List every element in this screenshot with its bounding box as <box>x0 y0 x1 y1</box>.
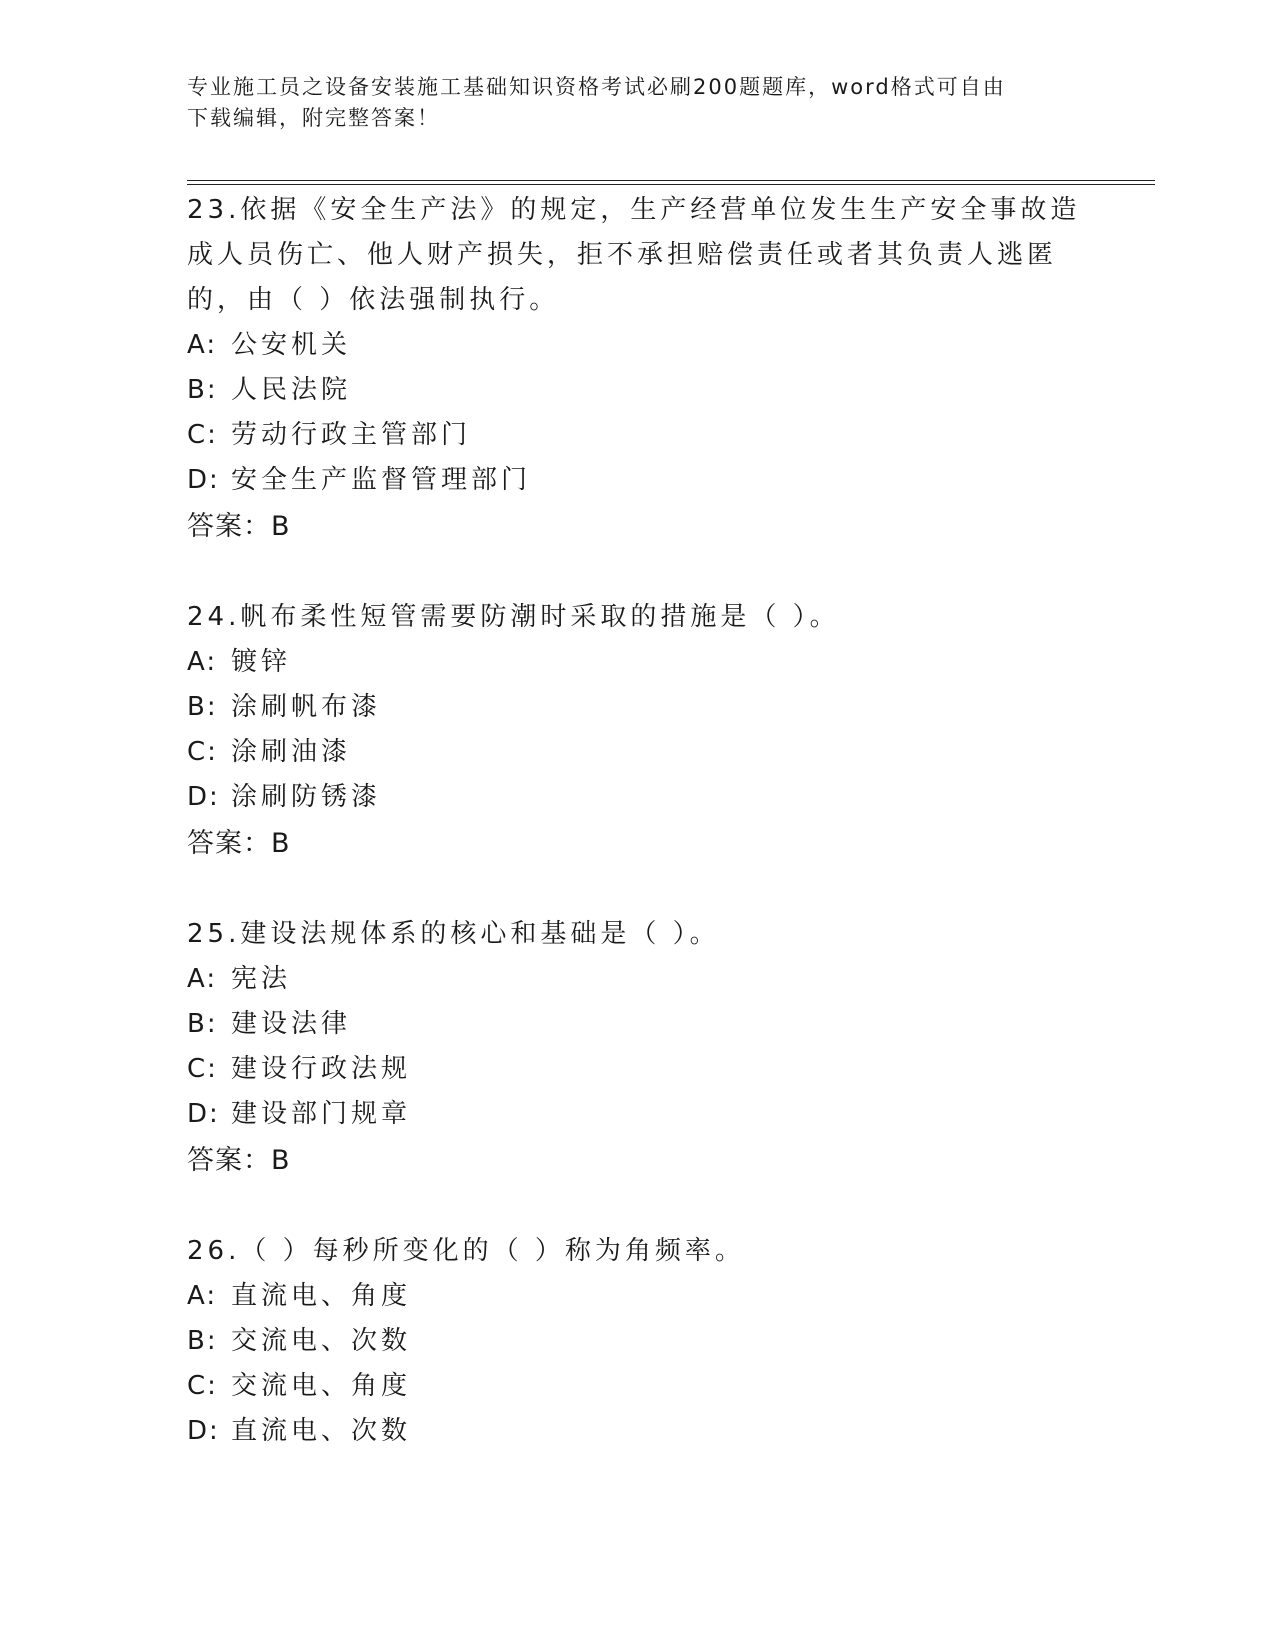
option-text: 安全生产监督管理部门 <box>231 465 532 495</box>
option-b <box>187 368 1087 413</box>
option-c <box>187 413 1087 458</box>
option-letter: A: <box>187 1281 218 1311</box>
option-text: 交流电、角度 <box>231 1371 412 1401</box>
option-a <box>187 957 1087 1002</box>
question-23 <box>187 188 1087 550</box>
option-letter: D: <box>187 1099 220 1129</box>
option-b <box>187 685 1087 730</box>
option-text: 人民法院 <box>231 375 352 405</box>
option-text: 涂刷防锈漆 <box>231 782 382 812</box>
option-letter: C: <box>187 1371 218 1401</box>
question-25 <box>187 912 1087 1184</box>
option-text: 直流电、次数 <box>231 1416 412 1446</box>
option-d <box>187 458 1087 503</box>
option-letter: C: <box>187 420 218 450</box>
option-b <box>187 1319 1087 1364</box>
option-letter: B: <box>187 1326 218 1356</box>
option-d <box>187 1409 1087 1454</box>
option-letter: A: <box>187 964 218 994</box>
option-text: 交流电、次数 <box>231 1326 412 1356</box>
header-divider-top <box>187 180 1155 181</box>
option-c <box>187 1364 1087 1409</box>
option-text: 直流电、角度 <box>231 1281 412 1311</box>
option-a <box>187 640 1087 685</box>
option-a <box>187 323 1087 368</box>
option-text: 宪法 <box>231 964 292 994</box>
option-a <box>187 1274 1087 1319</box>
option-c <box>187 730 1087 775</box>
question-26 <box>187 1229 1087 1454</box>
option-letter: C: <box>187 737 218 767</box>
header-line-2: 下载编辑，附完整答案！ <box>187 106 440 130</box>
option-letter: A: <box>187 330 218 360</box>
option-d <box>187 775 1087 820</box>
question-stem: 26.（ ）每秒所变化的（ ）称为角频率。 <box>187 1236 745 1266</box>
question-stem: 24.帆布柔性短管需要防潮时采取的措施是（ ）。 <box>187 602 840 632</box>
option-text: 镀锌 <box>231 647 292 677</box>
header-line-1: 专业施工员之设备安装施工基础知识资格考试必刷200题题库，word格式可自由 <box>187 75 1006 99</box>
option-text: 建设部门规章 <box>231 1099 412 1129</box>
answer-line: 答案：B <box>187 511 291 542</box>
option-text: 涂刷帆布漆 <box>231 692 382 722</box>
option-letter: D: <box>187 465 220 495</box>
option-d <box>187 1092 1087 1137</box>
option-c <box>187 1047 1087 1092</box>
option-letter: A: <box>187 647 218 677</box>
option-text: 劳动行政主管部门 <box>231 420 472 450</box>
option-text: 建设行政法规 <box>231 1054 412 1084</box>
option-letter: B: <box>187 1009 218 1039</box>
question-list <box>187 188 1087 1499</box>
question-stem: 23.依据《安全生产法》的规定，生产经营单位发生生产安全事故造成人员伤亡、他人财产损失，拒不承担赔偿责任或者其负责人逃匿的，由（ ）依法强制执行。 <box>187 195 1081 315</box>
option-letter: B: <box>187 692 218 722</box>
document-header <box>187 72 1067 134</box>
option-letter: D: <box>187 1416 220 1446</box>
option-letter: B: <box>187 375 218 405</box>
question-stem: 25.建设法规体系的核心和基础是（ ）。 <box>187 919 720 949</box>
question-24 <box>187 595 1087 867</box>
answer-line: 答案：B <box>187 1145 291 1176</box>
option-letter: D: <box>187 782 220 812</box>
option-letter: C: <box>187 1054 218 1084</box>
answer-line: 答案：B <box>187 828 291 859</box>
option-text: 涂刷油漆 <box>231 737 352 767</box>
option-b <box>187 1002 1087 1047</box>
option-text: 建设法律 <box>231 1009 352 1039</box>
option-text: 公安机关 <box>231 330 352 360</box>
header-divider-bottom <box>187 184 1155 185</box>
